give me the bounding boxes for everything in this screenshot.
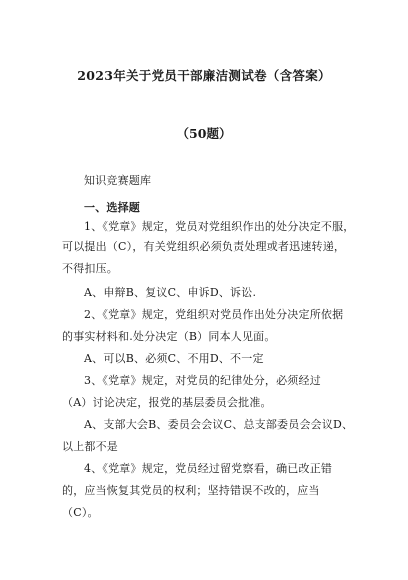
question-4-line-1: 4、《党章》规定，党员经过留党察看，确已改正错 (84, 462, 333, 475)
question-3-line-1: 3、《党章》规定，对党员的纪律处分，必须经过 (84, 374, 321, 387)
question-3-options-line-2: 以上都不是 (62, 440, 118, 453)
question-1-line-3: 不得扣压。 (62, 262, 118, 275)
document-title: 2023年关于党员干部廉洁测试卷（含答案） (77, 68, 331, 83)
question-2-line-2: 的事实材料和.处分决定（B）同本人见面。 (62, 330, 276, 343)
question-1-options: A、申辩B、复议C、申诉D、诉讼. (84, 286, 257, 299)
question-2-line-1: 2、《党章》规定，党组织对党员作出处分决定所依据 (84, 308, 344, 321)
question-4-line-3: （C）。 (62, 506, 99, 519)
question-2-options: A、可以B、必须C、不用D、不一定 (84, 352, 264, 365)
question-4-line-2: 的，应当恢复其党员的权利；坚持错误不改的，应当 (62, 484, 320, 497)
question-3-line-2: （A）讨论决定，报党的基层委员会批准。 (62, 396, 272, 409)
question-1-line-1: 1、《党章》规定，党员对党组织作出的处分决定不服， (84, 220, 355, 233)
question-3-options-line-1: A、支部大会B、委员会会议C、总支部委员会会议D、 (84, 418, 354, 431)
section-heading: 一、选择题 (84, 201, 140, 214)
source-label: 知识竞赛题库 (84, 174, 152, 187)
document-subtitle: （50题） (176, 126, 232, 141)
question-1-line-2: 可以提出（C），有关党组织必须负责处理或者迅速转递， (62, 240, 346, 253)
